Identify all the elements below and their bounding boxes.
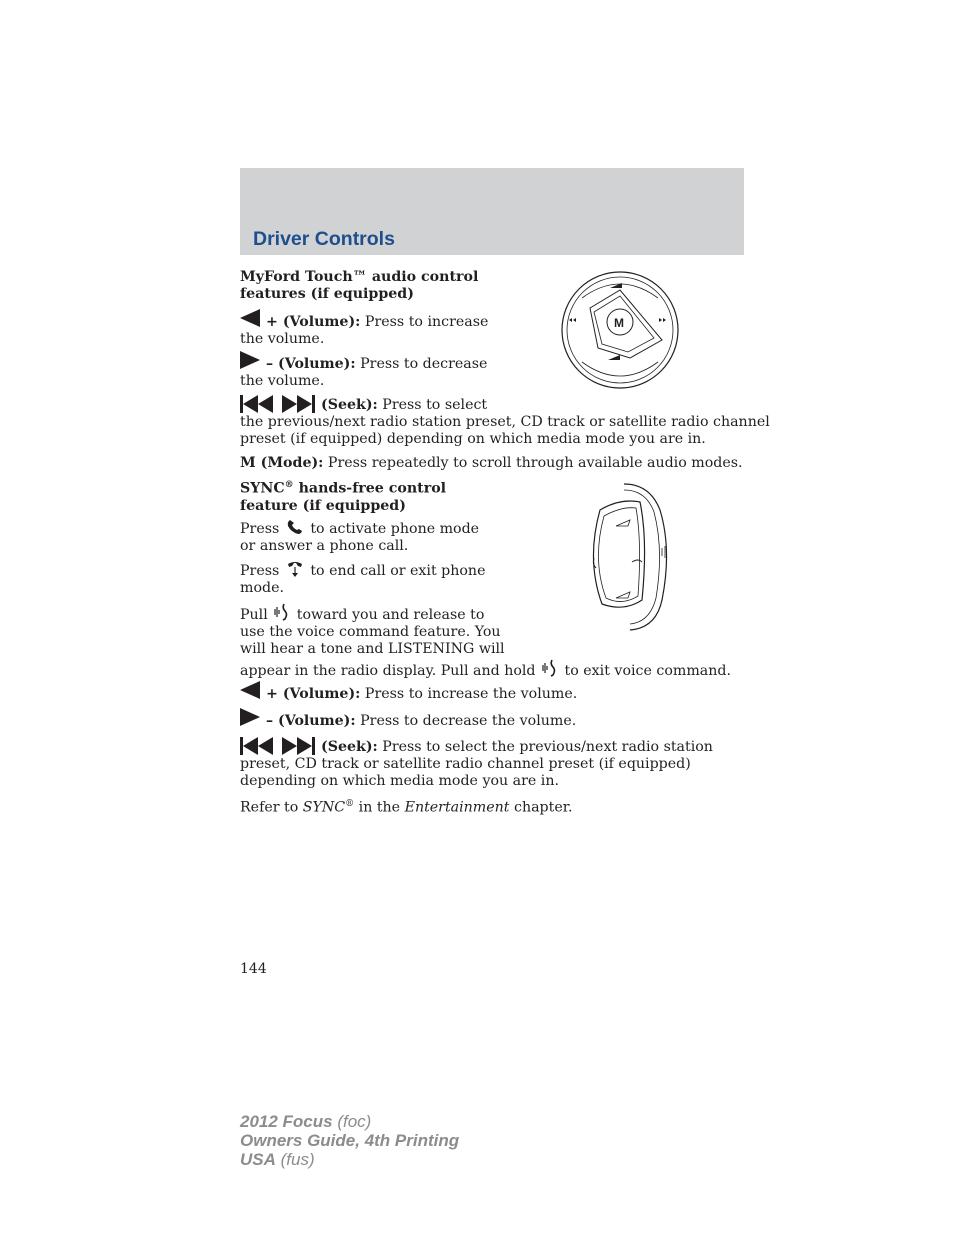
sync-volume-up: + (Volume): Press to increase the volume. <box>240 681 577 703</box>
sync-seek: (Seek): Press to select the previous/next radio station preset, CD track or satellite radio channel preset (if equipped) depending on which media mode you are in. <box>240 739 713 789</box>
sync-end-call-paragraph: Press to end call or exit phone mode. <box>240 560 485 597</box>
sync-volume-down: – (Volume): Press to decrease the volume. <box>240 708 576 730</box>
myford-seek: (Seek): Press to select the previous/next radio station preset, CD track or satellite radio channel preset (if equipped) depending on which media mode you are in. <box>240 397 770 447</box>
volume-down-triangle-icon <box>240 351 260 369</box>
volume-up-triangle-icon <box>240 309 260 327</box>
myford-volume-down: – (Volume): Press to decrease the volume. <box>240 351 487 390</box>
myford-mode: M (Mode): Press repeatedly to scroll through available audio modes. <box>240 455 743 471</box>
document-footer: 2012 Focus (foc) Owners Guide, 4th Printing USA (fus) <box>240 1112 460 1169</box>
section-title: Driver Controls <box>253 228 395 250</box>
sync-phone-paragraph: Press to activate phone mode or answer a phone call. <box>240 518 479 555</box>
sync-refer-paragraph: Refer to SYNC® in the Entertainment chapter. <box>240 799 573 816</box>
sync-steering-control-diagram <box>580 480 676 634</box>
myford-volume-up: + (Volume): Press to increase the volume. <box>240 309 488 348</box>
myford-steering-control-diagram <box>558 268 682 392</box>
voice-command-icon <box>540 658 560 678</box>
myford-heading: MyFord Touch™ audio control features (if equipped) <box>240 269 479 302</box>
sync-voice-paragraph: Pull toward you and release to use the voice command feature. You will hear a tone and LISTENING will appear in the radio display. Pull and hold to exit voice command. <box>240 602 731 680</box>
phone-icon <box>284 518 306 536</box>
end-call-icon <box>284 560 306 578</box>
seek-icon <box>240 395 316 413</box>
volume-down-triangle-icon <box>240 708 260 726</box>
voice-command-icon <box>272 602 292 622</box>
mode-button-label: M <box>614 316 624 330</box>
page-number: 144 <box>240 961 267 977</box>
sync-heading: SYNC® hands-free control feature (if equipped) <box>240 480 447 514</box>
volume-up-triangle-icon <box>240 681 260 699</box>
seek-icon <box>240 737 316 755</box>
